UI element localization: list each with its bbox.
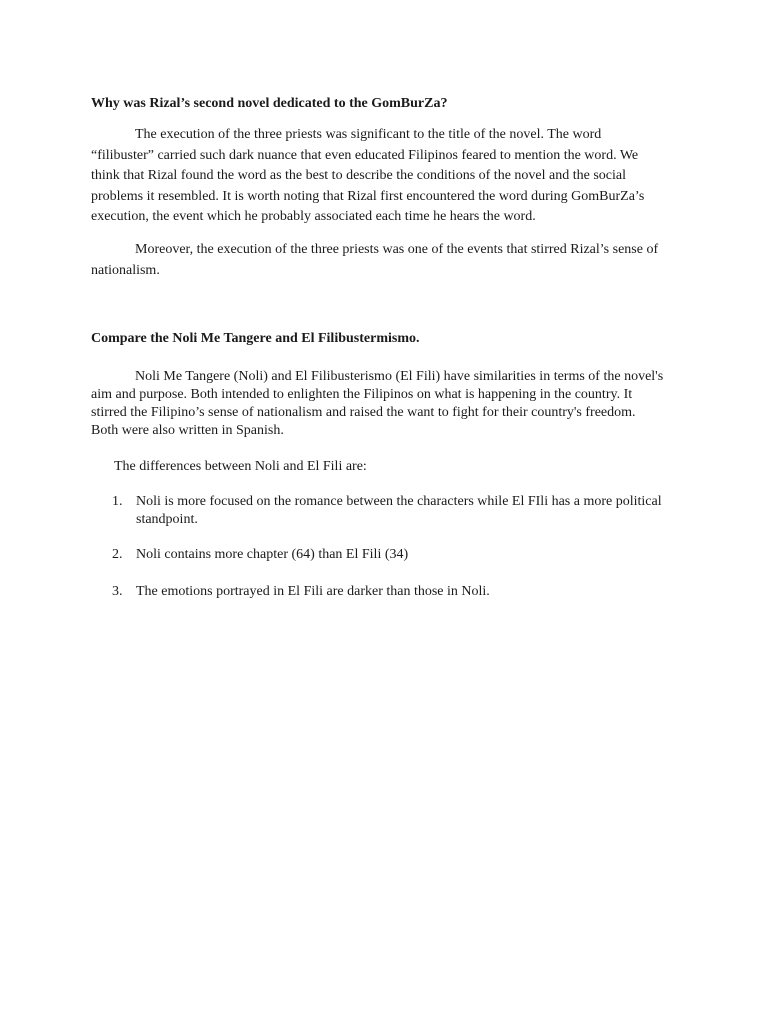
list-item-text: Noli is more focused on the romance between the characters while El FIli has a more political standpoint. [136,494,662,527]
list-item [112,493,672,529]
paragraph-execution [91,125,666,228]
list-item-text: Noli contains more chapter (64) than El Fili (34) [136,547,409,562]
paragraph-nationalism [91,240,666,281]
section-heading-compare: Compare the Noli Me Tangere and El Filibustermismo. [91,331,420,346]
paragraph-similarities-text: Noli Me Tangere (Noli) and El Filibusterismo (El Fili) have similarities in terms of the novel's aim and purpose. Both intended to enlighten the Filipinos on what is happening in the country. It stirred the Filipino’s sense of nationalism and raised the want to fight for their country's freedom. Both were also written in Spanish. [91,369,664,438]
list-intro: The differences between Noli and El Fili are: [114,459,367,474]
paragraph-execution-text: The execution of the three priests was significant to the title of the novel. The word “filibuster” carried such dark nuance that even educated Filipinos feared to mention the word. We think that Rizal found the word as the best to describe the conditions of the novel and the social problems it resembled. It is worth noting that Rizal first encountered the word during GomBurZa’s execution, the event which he probably associated each time he hears the word. [91,127,645,224]
section-heading-gomburza: Why was Rizal’s second novel dedicated to the GomBurZa? [91,96,448,111]
list-item [112,546,672,564]
list-item-number: 3. [112,584,123,599]
list-item-text: The emotions portrayed in El Fili are darker than those in Noli. [136,584,490,599]
list-item [112,583,672,601]
paragraph-similarities [91,368,666,440]
paragraph-nationalism-text: Moreover, the execution of the three priests was one of the events that stirred Rizal’s sense of nationalism. [91,242,659,278]
list-item-number: 1. [112,494,123,509]
list-item-number: 2. [112,547,123,562]
